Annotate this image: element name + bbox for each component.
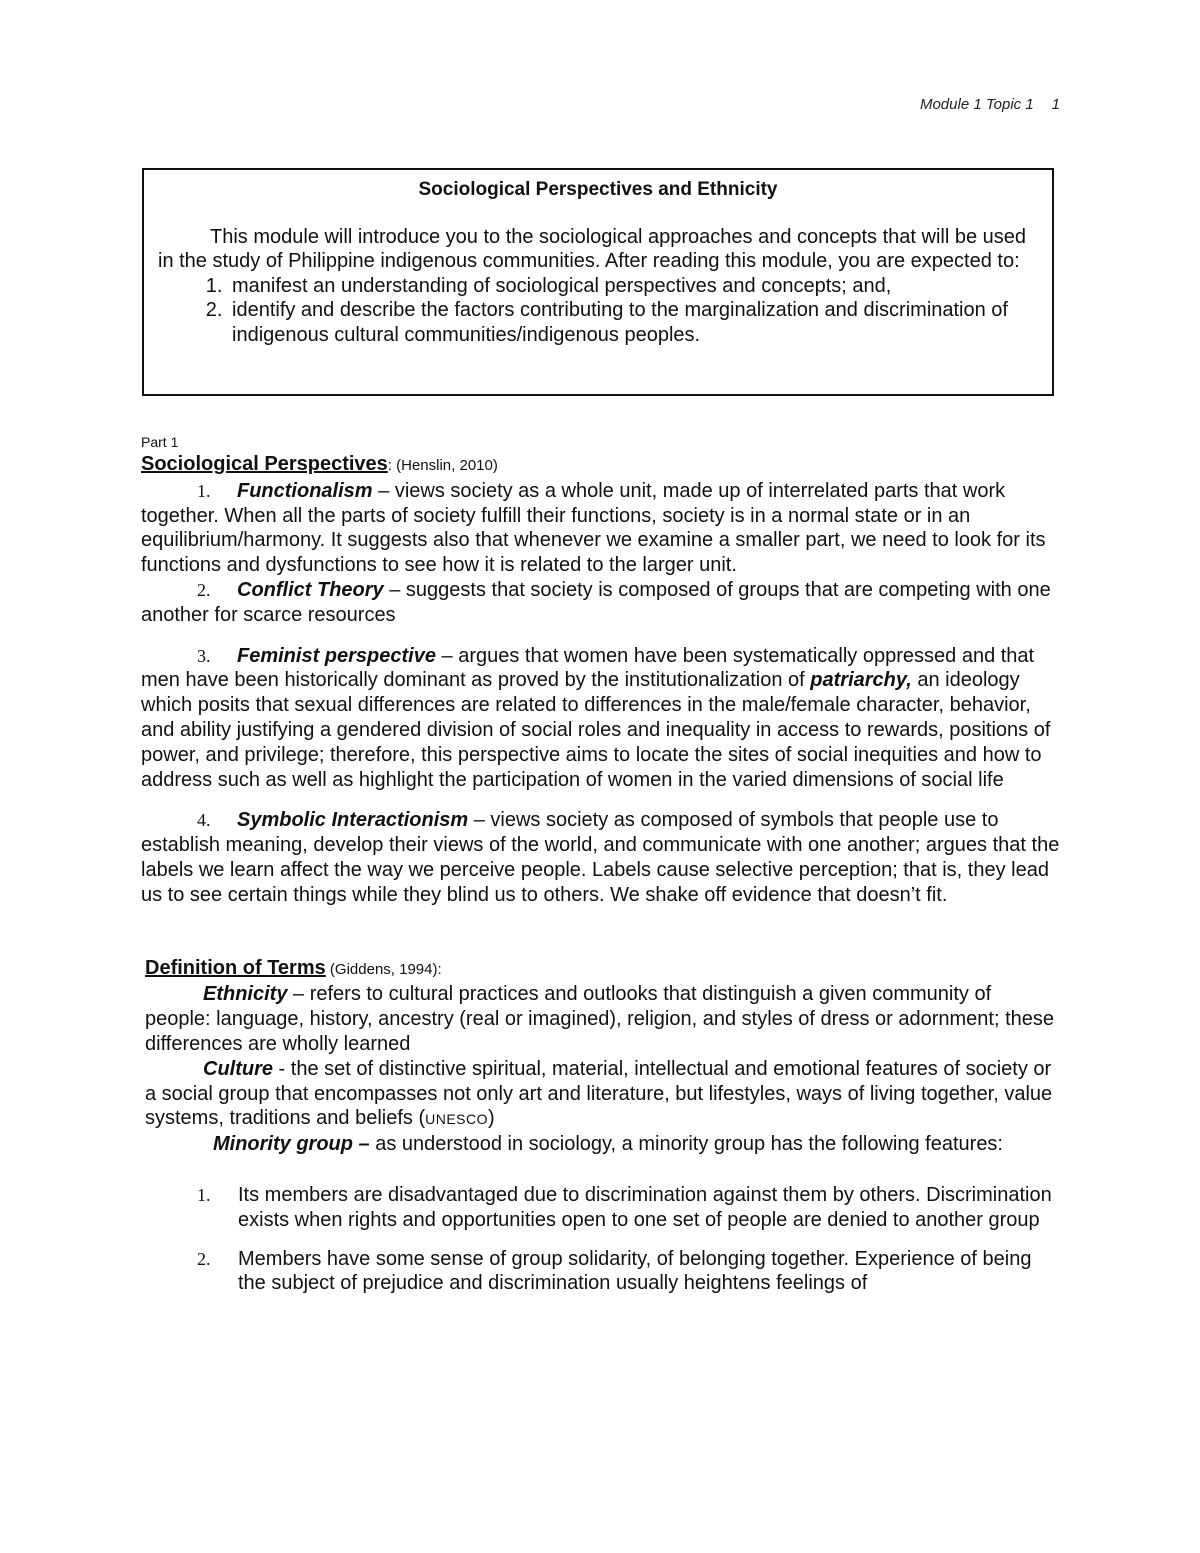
closing-paren: ) bbox=[488, 1107, 495, 1130]
section-citation: : (Henslin, 2010) bbox=[387, 457, 498, 474]
objective-item: 1. manifest an understanding of sociological perspectives and concepts; and, bbox=[228, 274, 1038, 299]
definition-text: as understood in sociology, a minority group has the following features: bbox=[369, 1133, 1003, 1156]
definitions-citation: (Giddens, 1994): bbox=[325, 960, 442, 978]
module-title: Sociological Perspectives and Ethnicity bbox=[418, 179, 778, 200]
perspective-feminist bbox=[141, 644, 1061, 793]
perspective-term: Functionalism bbox=[237, 479, 373, 502]
definition-term: Minority group – bbox=[213, 1133, 370, 1156]
page-number: 1 bbox=[1051, 96, 1060, 113]
section-heading-text: Sociological Perspectives bbox=[141, 453, 388, 475]
perspective-conflict-theory bbox=[141, 578, 1061, 628]
perspective-term: Symbolic Interactionism bbox=[237, 809, 469, 832]
definition-text: - the set of distinctive spiritual, material, intellectual and emotional features of society or a social group that encompasses not only art and literature, but lifestyles, ways of living together, value systems, traditions and beliefs ( bbox=[145, 1057, 1053, 1130]
definition-ethnicity bbox=[141, 982, 1061, 1056]
objectives-list bbox=[158, 274, 1038, 348]
definition-text: – refers to cultural practices and outlooks that distinguish a given community of people: language, history, ancestry (real or imagined), religion, and styles of dress or adornment; these differences are wholly learned bbox=[145, 983, 1055, 1055]
feature-item bbox=[141, 1247, 1061, 1297]
perspective-text: – argues that women have been systematically oppressed and that men have been historically dominant as proved by the institutionalization of bbox=[141, 644, 1035, 692]
minority-features-list bbox=[141, 1183, 1061, 1296]
perspective-term: Feminist perspective bbox=[237, 644, 436, 667]
definitions-heading bbox=[141, 956, 1061, 983]
patriarchy-emphasis: patriarchy, bbox=[810, 669, 912, 692]
perspective-number: 3. bbox=[197, 645, 211, 666]
feature-text: Its members are disadvantaged due to discrimination against them by others. Discrimination exists when rights and opportunities open to one set of people are denied to another group bbox=[238, 1183, 1052, 1231]
perspective-number: 1. bbox=[197, 480, 211, 501]
objective-item: 2. identify and describe the factors contributing to the marginalization and discrimination of indigenous cultural communities/indigenous peoples. bbox=[228, 298, 1038, 347]
perspective-term: Conflict Theory bbox=[237, 578, 384, 601]
definition-culture bbox=[141, 1057, 1061, 1132]
section-heading bbox=[141, 452, 1061, 479]
perspective-text-continued: an ideology which posits that sexual differences are related to differences in the male/female character, behavior, and ability justifying a gendered division of social roles and inequality in access to rewards, positions of power, and privilege; therefore, this perspective aims to locate the sites of social inequities and how to address such as well as highlight the participation of women in the varied dimensions of social life bbox=[141, 669, 1051, 791]
definition-term: Ethnicity bbox=[203, 983, 288, 1006]
module-intro: This module will introduce you to the sociological approaches and concepts that will be used in the study of Philippine indigenous communities. After reading this module, you are expected to: bbox=[158, 225, 1027, 272]
module-label: Module 1 Topic 1 bbox=[919, 96, 1034, 113]
definition-minority-group bbox=[141, 1132, 1061, 1157]
feature-number: 1. bbox=[197, 1184, 211, 1205]
feature-text: Members have some sense of group solidarity, of belonging together. Experience of being the subject of prejudice and discrimination usually heightens feelings of bbox=[238, 1247, 1032, 1295]
definition-term: Culture bbox=[203, 1057, 273, 1080]
unesco-source: UNESCO bbox=[425, 1111, 489, 1128]
perspective-text: – suggests that society is composed of groups that are competing with one another for scarce resources bbox=[141, 578, 1051, 626]
page-header bbox=[920, 96, 1060, 113]
perspective-symbolic-interactionism bbox=[141, 808, 1061, 907]
perspective-text: – views society as a whole unit, made up of interrelated parts that work together. When all the parts of society fulfill their functions, society is in a normal state or in an equilibrium/harmony. It suggests also that whenever we examine a smaller part, we need to look for its functions and dysfunctions to see how it is related to the larger unit. bbox=[141, 479, 1046, 577]
definitions-heading-text: Definition of Terms bbox=[145, 956, 326, 979]
perspective-number: 4. bbox=[197, 810, 211, 831]
main-content bbox=[141, 432, 1061, 1310]
perspective-text: – views society as composed of symbols that people use to establish meaning, develop their views of the world, and communicate with one another; argues that the labels we learn affect the way we perceive people. Labels cause selective perception; that is, they lead us to see certain things while they blind us to others. We shake off evidence that doesn’t fit. bbox=[141, 809, 1060, 906]
perspective-functionalism bbox=[141, 479, 1061, 578]
perspective-number: 2. bbox=[197, 579, 211, 600]
part-label: Part 1 bbox=[141, 434, 179, 450]
feature-number: 2. bbox=[197, 1248, 211, 1269]
objectives-box bbox=[142, 168, 1054, 396]
feature-item bbox=[141, 1183, 1061, 1233]
